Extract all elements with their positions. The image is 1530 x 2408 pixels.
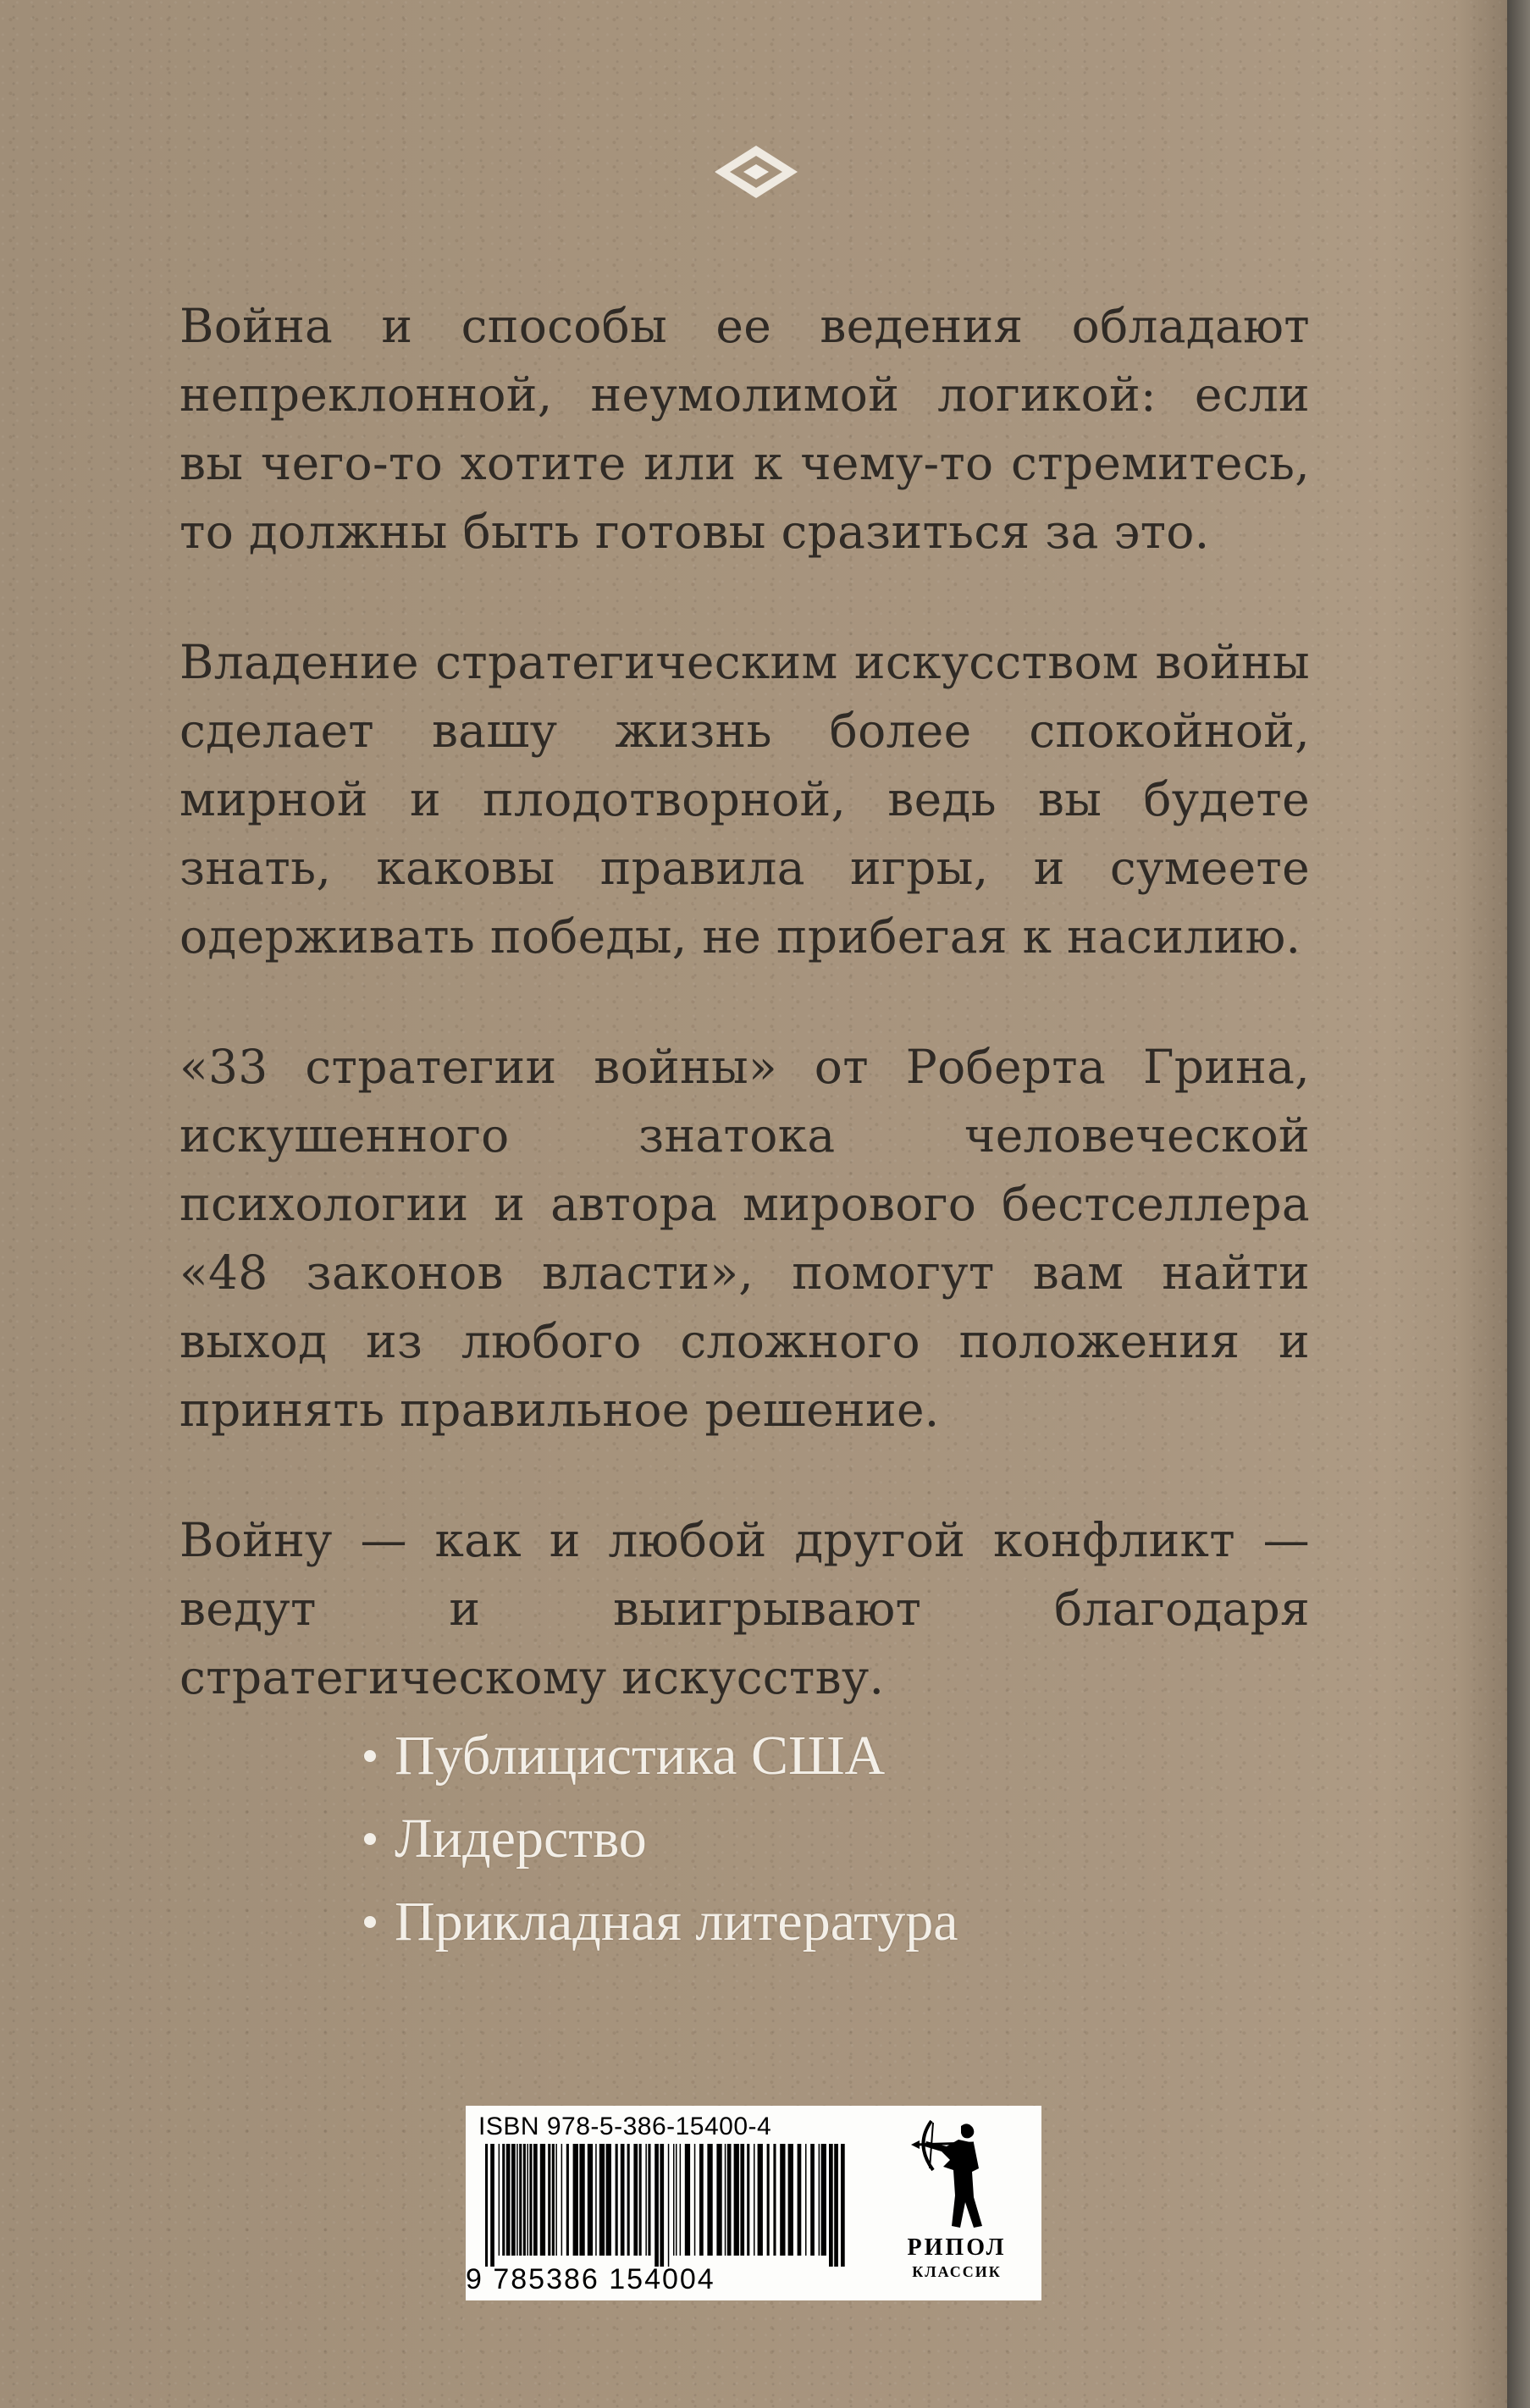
barcode-bar <box>758 2144 763 2256</box>
barcode-bar <box>516 2144 518 2256</box>
barcode-bar <box>829 2144 833 2267</box>
barcode-bar <box>707 2144 712 2256</box>
bullet-icon <box>364 1750 376 1762</box>
barcode-bar <box>573 2144 578 2256</box>
barcode-bar <box>694 2144 696 2256</box>
barcode-bar <box>676 2144 677 2256</box>
barcode-bar <box>645 2144 647 2256</box>
barcode-bar <box>529 2144 532 2256</box>
barcode-bar <box>725 2144 726 2256</box>
barcode-bar <box>606 2144 611 2256</box>
barcode-bar <box>552 2144 555 2256</box>
bullet-icon <box>364 1833 376 1845</box>
barcode-bar <box>788 2144 793 2256</box>
barcode-bar <box>798 2144 802 2256</box>
barcode-bar <box>533 2144 538 2256</box>
publisher-logo <box>881 2116 1033 2294</box>
barcode-bar <box>595 2144 597 2256</box>
barcode <box>478 2144 851 2267</box>
barcode-bar <box>519 2144 522 2256</box>
barcode-bar <box>754 2144 755 2256</box>
barcode-bar <box>540 2144 545 2256</box>
barcode-bar <box>660 2144 664 2267</box>
barcode-bar <box>668 2144 670 2267</box>
barcode-bar <box>627 2144 630 2256</box>
barcode-bar <box>499 2144 500 2256</box>
paragraph-4: Войну — как и любой другой конфликт — ведут и выигрывают благодаря стратегическому искусству. <box>180 1513 1310 1704</box>
publisher-name: РИПОЛ <box>907 2234 1007 2261</box>
barcode-bar <box>599 2144 605 2256</box>
barcode-bar <box>767 2144 770 2256</box>
publisher-subname: КЛАССИК <box>912 2263 1002 2280</box>
barcode-bar <box>727 2144 732 2256</box>
barcode-bar <box>810 2144 815 2256</box>
barcode-panel <box>466 2106 1041 2300</box>
barcode-bar <box>566 2144 569 2256</box>
barcode-bar <box>805 2144 807 2256</box>
barcode-bar <box>579 2144 584 2256</box>
paragraph-3: «33 стратегии войны» от Роберта Грина, искушенного знатока человеческой психологии и автора мирового бестселлера «48 законов власти», помогут вам найти выход из любого сложного положения и принять правильное решение. <box>180 1040 1310 1437</box>
barcode-bar <box>633 2144 638 2256</box>
barcode-bar <box>561 2144 563 2256</box>
barcode-bar <box>490 2144 494 2267</box>
barcode-bar <box>639 2144 642 2256</box>
barcode-bar <box>716 2144 721 2256</box>
barcode-bar <box>506 2144 511 2256</box>
barcode-bar <box>740 2144 744 2256</box>
diamond-ornament-icon <box>710 142 803 202</box>
cover-shading <box>1389 0 1507 2408</box>
barcode-bar <box>699 2144 704 2256</box>
barcode-bar <box>819 2144 820 2256</box>
barcode-bar <box>555 2144 557 2256</box>
paragraph-1: Война и способы ее ведения обладают непреклонной, неумолимой логикой: если вы чего-то хотите или к чему-то стремитесь, то должны быть готовы сразиться за это. <box>180 299 1310 559</box>
barcode-bar <box>523 2144 526 2256</box>
paragraph-2: Владение стратегическим искусством войны сделает вашу жизнь более спокойной, мирной и плодотворной, ведь вы будете знать, каковы правила игры, и сумеете одерживать победы, не прибегая к насилию. <box>180 635 1310 964</box>
barcode-bar <box>780 2144 785 2256</box>
barcode-bar <box>773 2144 776 2256</box>
barcode-bar <box>834 2144 838 2267</box>
barcode-bar <box>485 2144 488 2267</box>
genre-item <box>364 1798 958 1881</box>
genre-item <box>364 1715 958 1798</box>
isbn-label: ISBN 978-5-386-15400-4 <box>478 2113 772 2140</box>
barcode-bar <box>655 2144 659 2267</box>
barcode-bar <box>734 2144 739 2256</box>
genre-list <box>364 1715 958 1963</box>
barcode-bar <box>673 2144 675 2256</box>
genre-label: Публицистика США <box>395 1725 886 1787</box>
barcode-bar <box>616 2144 618 2256</box>
barcode-bar <box>527 2144 528 2256</box>
barcode-digits: 9 785386 154004 <box>466 2263 715 2295</box>
archer-logo-icon <box>881 2116 1033 2234</box>
barcode-bar <box>588 2144 593 2256</box>
genre-label: Лидерство <box>395 1808 647 1870</box>
barcode-bar <box>502 2144 505 2256</box>
barcode-bar <box>621 2144 625 2256</box>
barcode-bar <box>747 2144 749 2256</box>
page-edge <box>1507 0 1530 2408</box>
annotation-text <box>180 292 1310 1774</box>
barcode-bar <box>821 2144 826 2256</box>
genre-label: Прикладная литература <box>395 1891 958 1952</box>
genre-item <box>364 1881 958 1963</box>
barcode-bar <box>648 2144 650 2256</box>
barcode-bar <box>685 2144 690 2256</box>
barcode-bar <box>680 2144 682 2256</box>
barcode-bar <box>841 2144 845 2267</box>
barcode-bar <box>511 2144 516 2256</box>
barcode-bar <box>548 2144 550 2256</box>
bullet-icon <box>364 1916 376 1928</box>
